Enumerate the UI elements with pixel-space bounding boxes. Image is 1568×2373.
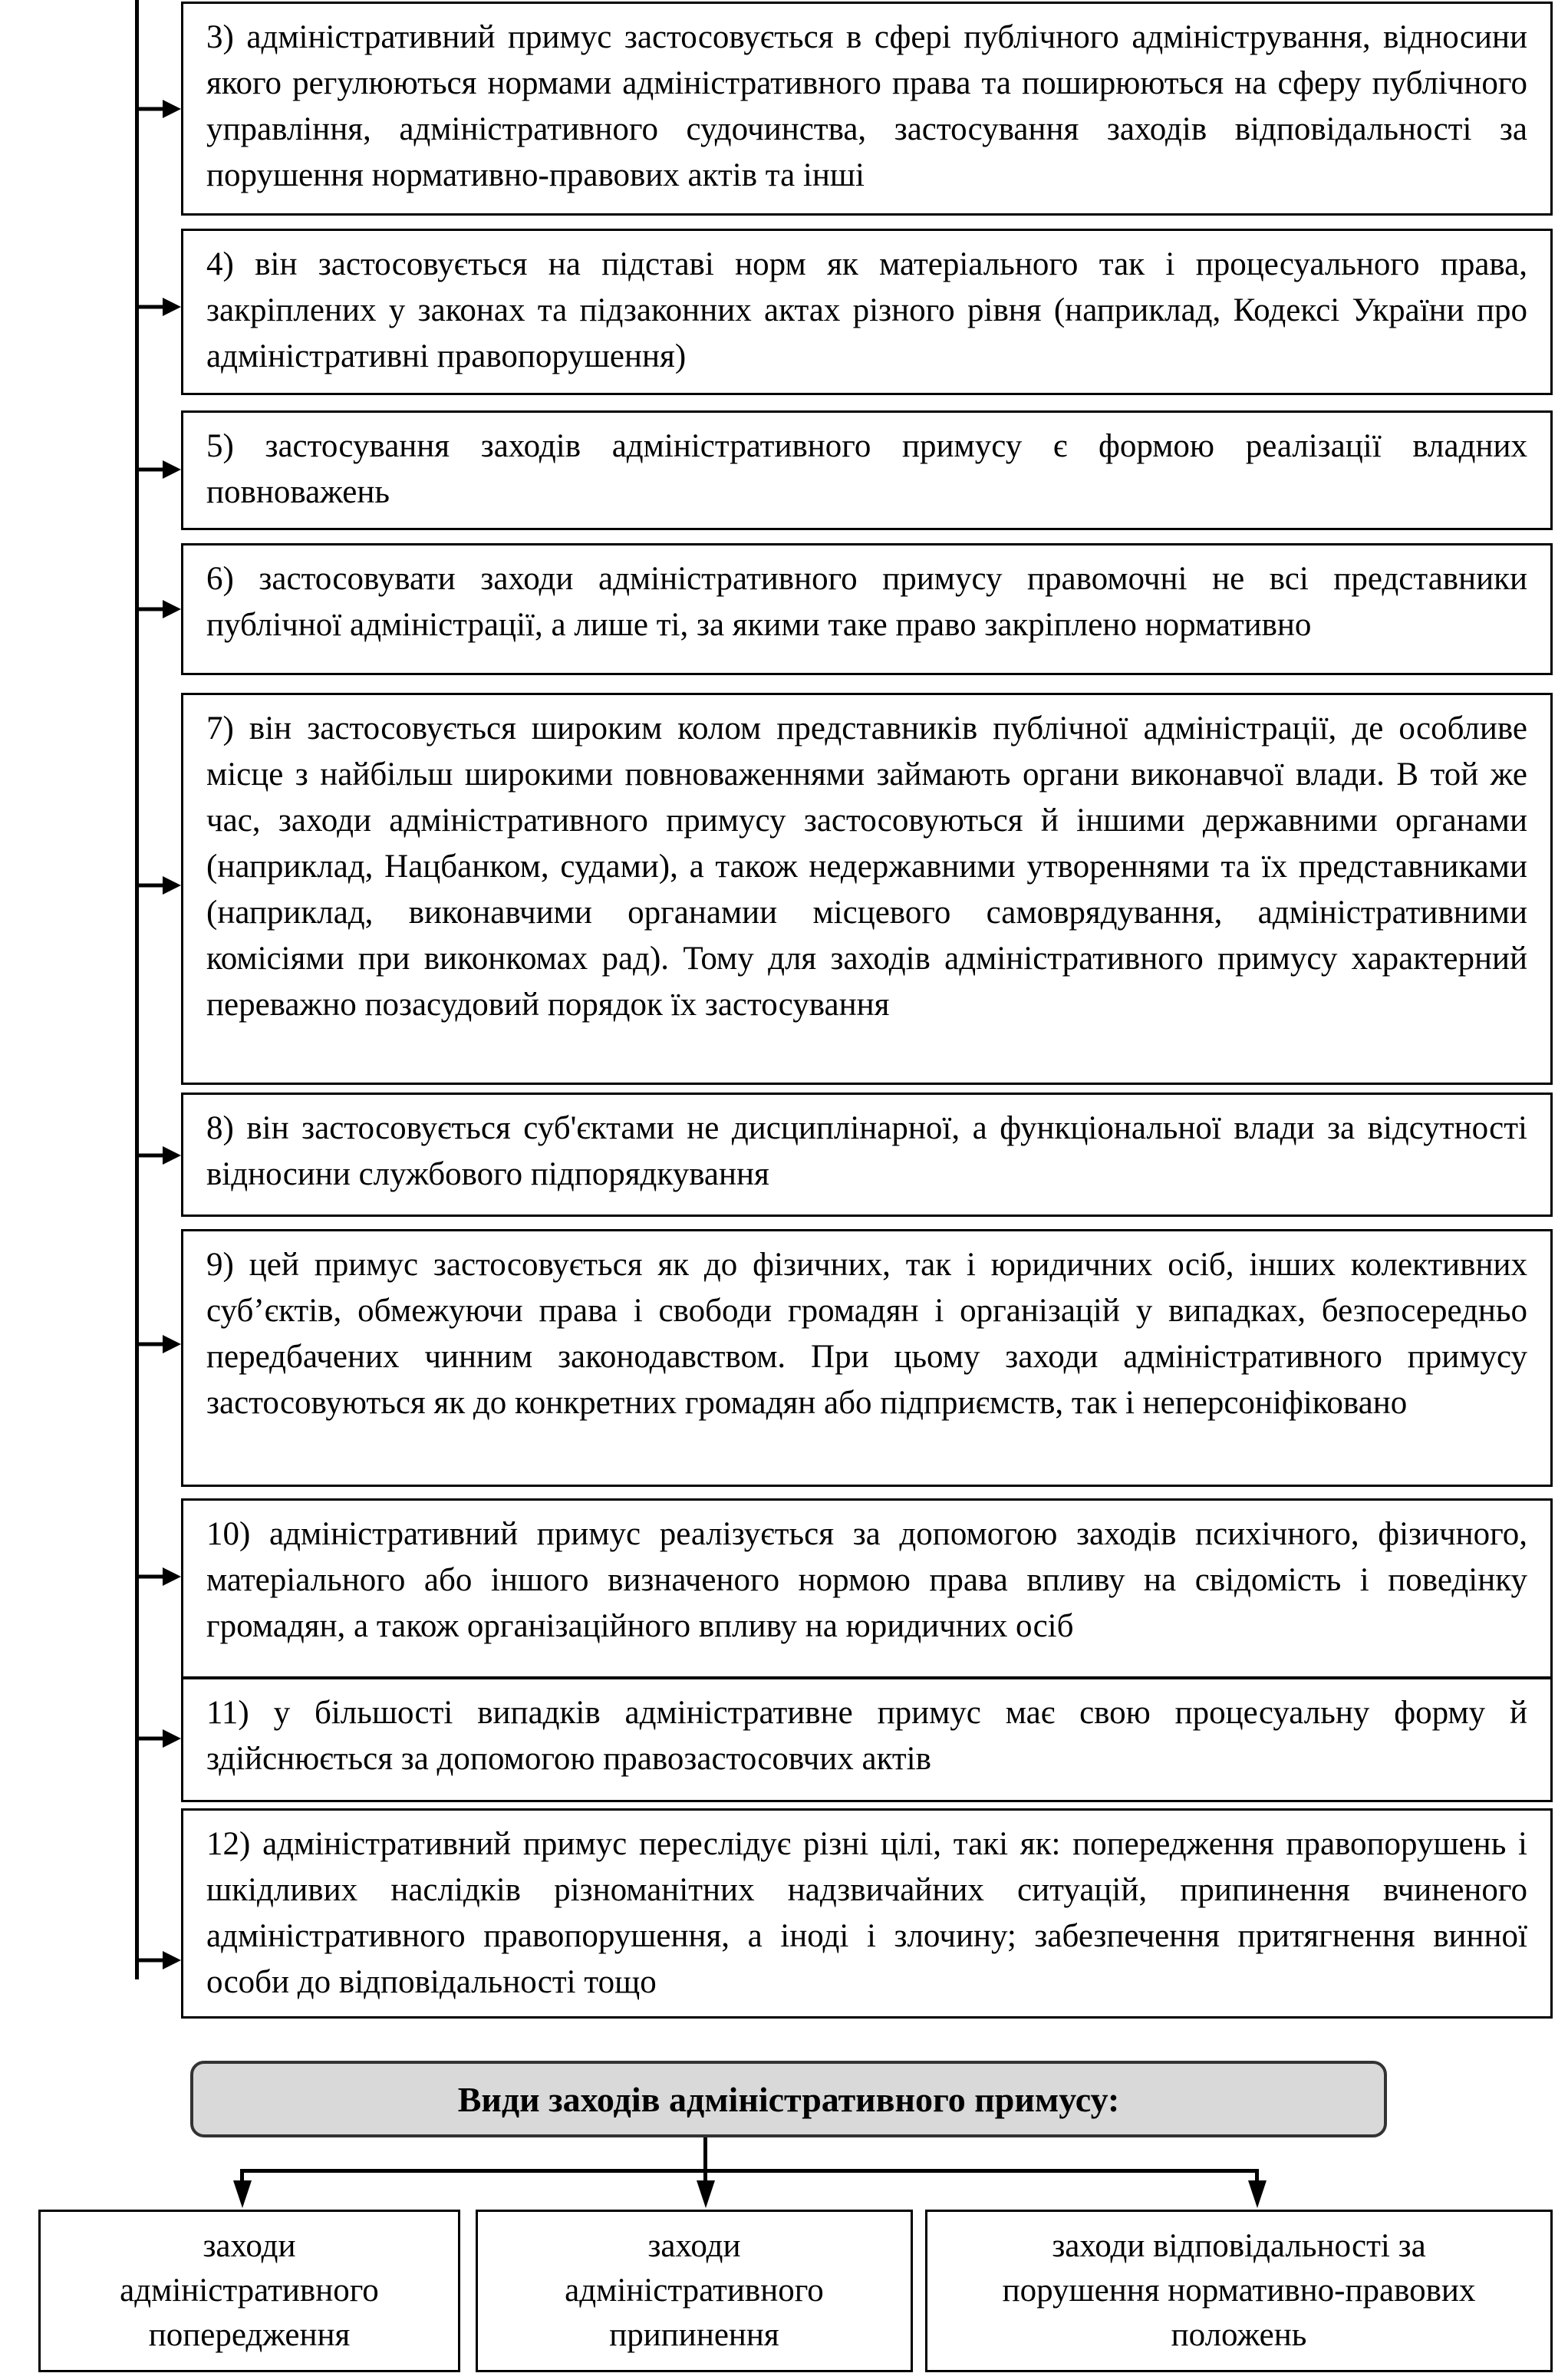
feature-box-10 xyxy=(181,1498,1553,1679)
arrow-icon xyxy=(135,875,181,896)
feature-box-7 xyxy=(181,693,1553,1085)
types-title: Види заходів адміністративного примусу: xyxy=(457,2079,1120,2119)
connector-horizontal-line xyxy=(240,2169,1259,2173)
type-box-liability xyxy=(925,2210,1553,2372)
arrow-down-icon xyxy=(232,2180,253,2211)
arrow-icon xyxy=(135,598,181,620)
feature-box-6 xyxy=(181,543,1553,675)
type-box-line: заходи xyxy=(647,2228,741,2264)
type-box-line: положень xyxy=(1171,2317,1307,2353)
type-box-line: попередження xyxy=(148,2317,351,2353)
arrow-icon xyxy=(135,1145,181,1166)
type-box-termination xyxy=(476,2210,913,2372)
feature-text-7: 7) він застосовується широким колом представників публічної адміністрації, де особливе місце з найбільш широкими повноваженнями займають органи виконавчої влади. В той же час, заходи адміністративного примусу застосовуються й іншими державними органами (наприклад, Нацбанком, судами), а також недержавними утвореннями та їх представниками (наприклад, виконавчими органамии місцевого самоврядування, адміністративними комісіями при виконкомах рад). Тому для заходів адміністративного примусу характерний переважно позасудовий порядок їх застосування xyxy=(206,710,1528,1023)
arrow-icon xyxy=(135,1566,181,1587)
feature-text-5: 5) застосування заходів адміністративного примусу є формою реалізації владних повноважень xyxy=(206,428,1527,510)
feature-text-6: 6) застосовувати заходи адміністративного примусу правомочні не всі представники публічної адміністрації, а лише ті, за якими таке право закріплено нормативно xyxy=(206,561,1528,643)
feature-text-4: 4) він застосовується на підставі норм як матеріального так і процесуального права, закріплених у законах та підзаконних актах різного рівня (наприклад, Кодексі України про адміністративні правопорушення) xyxy=(206,246,1527,374)
feature-text-10: 10) адміністративний примус реалізується за допомогою заходів психічного, фізичного, матеріального або іншого визначеного нормою права впливу на свідомість і поведінку громадян, а також організаційного впливу на юридичних осіб xyxy=(206,1516,1527,1644)
feature-text-9: 9) цей примус застосовується як до фізичних, так і юридичних осіб, інших колективних суб’єктів, обмежуючи права і свободи громадян і організацій у випадках, безпосередньо передбачених чинним законодавством. При цьому заходи адміністративного примусу застосовуються як до конкретних громадян або підприємств, так і неперсоніфіковано xyxy=(206,1247,1528,1421)
feature-box-9 xyxy=(181,1229,1553,1487)
feature-text-3: 3) адміністративний примус застосовується в сфері публічного адміністрування, відносини якого регулюються нормами адміністративного права та поширюються на сферу публічного управління, адміністративного судочинства, застосування заходів відповідальності за порушення нормативно-правових актів та інші xyxy=(206,19,1527,193)
type-box-prevention xyxy=(38,2210,460,2372)
type-box-line: порушення нормативно-правових xyxy=(1002,2272,1476,2309)
feature-text-12: 12) адміністративний примус переслідує різні цілі, такі як: попередження правопорушень і шкідливих наслідків різноманітних надзвичайних ситуацій, припинення вчиненого адміністративного правопорушення, а іноді і злочину; забезпечення притягнення винної особи до відповідальності тощо xyxy=(206,1826,1527,2000)
type-box-line: заходи xyxy=(203,2228,296,2264)
type-box-line: заходи відповідальності за xyxy=(1052,2228,1426,2264)
feature-box-5 xyxy=(181,410,1553,530)
connector-stem xyxy=(703,2137,707,2171)
type-box-line: адміністративного xyxy=(120,2272,379,2309)
types-header xyxy=(190,2061,1387,2137)
arrow-icon xyxy=(135,1333,181,1355)
feature-box-12 xyxy=(181,1808,1553,2019)
feature-box-4 xyxy=(181,229,1553,395)
arrow-icon xyxy=(135,1728,181,1749)
feature-text-11: 11) у більшості випадків адміністративне примус має свою процесуальну форму й здійснюється за допомогою правозастосовчих актів xyxy=(206,1695,1528,1777)
feature-box-11 xyxy=(181,1677,1553,1802)
feature-box-8 xyxy=(181,1093,1553,1217)
arrow-icon xyxy=(135,1949,181,1971)
type-box-line: припинення xyxy=(609,2317,779,2353)
arrow-down-icon xyxy=(1247,2180,1268,2211)
arrow-icon xyxy=(135,98,181,120)
type-box-line: адміністративного xyxy=(565,2272,824,2309)
arrow-icon xyxy=(135,296,181,318)
feature-box-3 xyxy=(181,2,1553,216)
arrow-icon xyxy=(135,459,181,480)
feature-text-8: 8) він застосовується суб'єктами не дисциплінарної, а функціональної влади за відсутності відносини службового підпорядкування xyxy=(206,1110,1528,1192)
arrow-down-icon xyxy=(695,2180,716,2211)
